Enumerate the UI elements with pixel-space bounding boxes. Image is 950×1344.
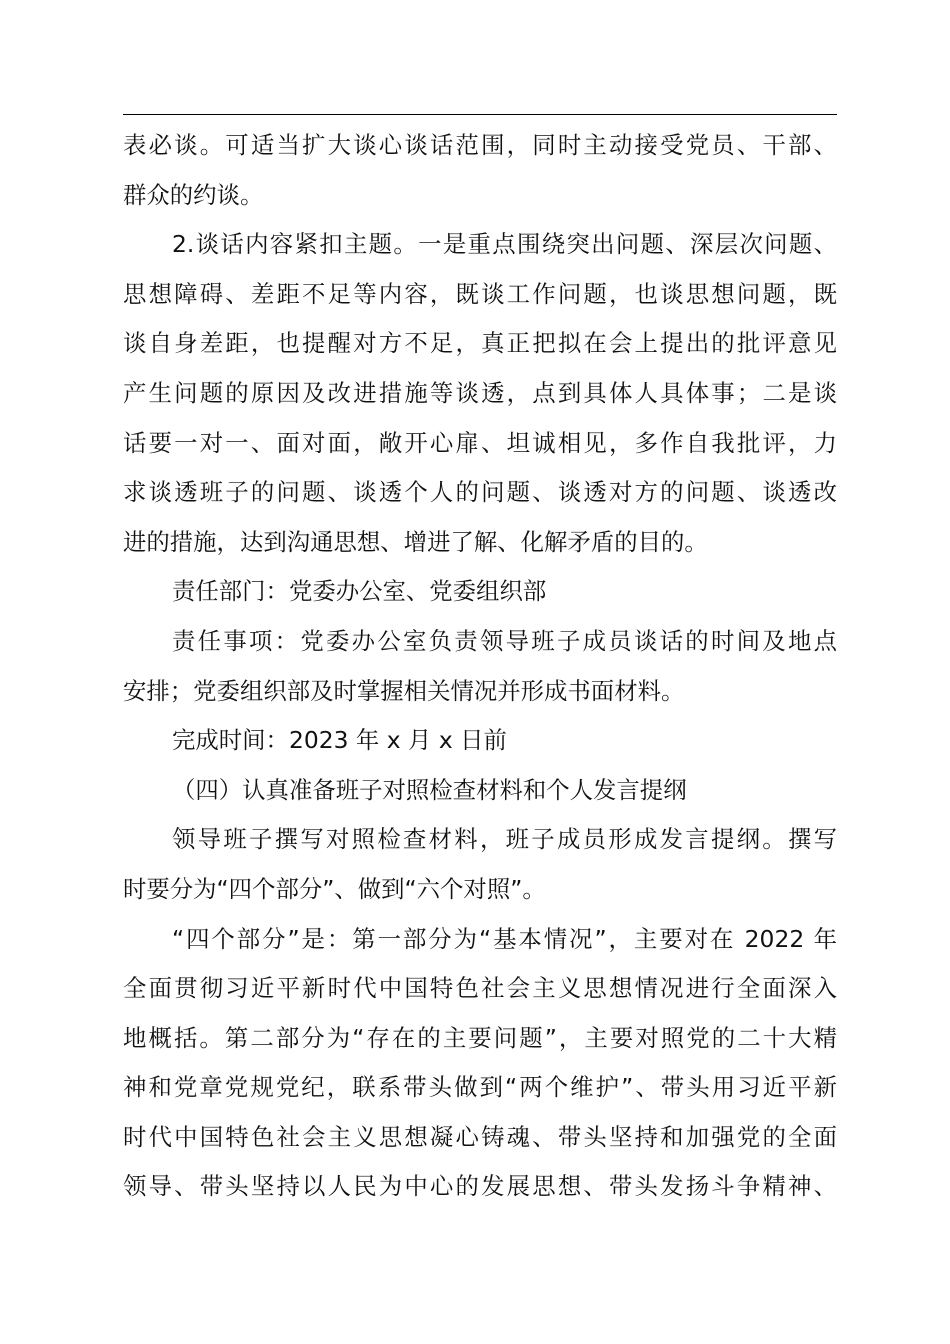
text-line-2: 群众的约谈。 bbox=[123, 180, 264, 209]
text-line-17: “四个部分”是：第一部分为“基本情况”，主要对在 2022 年 bbox=[172, 924, 837, 953]
text-line-8: 求谈透班子的问题、谈透个人的问题、谈透对方的问题、谈透改 bbox=[123, 478, 837, 507]
text-line-12: 安排；党委组织部及时掌握相关情况并形成书面材料。 bbox=[123, 676, 685, 705]
text-line-4: 思想障碍、差距不足等内容，既谈工作问题，也谈思想问题，既 bbox=[123, 279, 837, 308]
text-line-20: 神和党章党规党纪，联系带头做到“两个维护”、带头用习近平新 bbox=[123, 1073, 837, 1102]
text-line-19: 地概括。第二部分为“存在的主要问题”，主要对照党的二十大精 bbox=[123, 1023, 837, 1052]
text-line-7: 话要一对一、面对面，敞开心扉、坦诚相见，多作自我批评，力 bbox=[123, 428, 837, 457]
text-line-15: 领导班子撰写对照检查材料，班子成员形成发言提纲。撰写 bbox=[172, 825, 837, 854]
text-line-16: 时要分为“四个部分”、做到“六个对照”。 bbox=[123, 874, 546, 903]
text-line-1: 表必谈。可适当扩大谈心谈话范围，同时主动接受党员、干部、 bbox=[123, 131, 837, 159]
text-line-18: 全面贯彻习近平新时代中国特色社会主义思想情况进行全面深入 bbox=[123, 974, 837, 1003]
text-line-6: 产生问题的原因及改进措施等谈透，点到具体人具体事；二是谈 bbox=[123, 378, 837, 407]
text-line-5: 谈自身差距，也提醒对方不足，真正把拟在会上提出的批评意见 bbox=[123, 329, 837, 358]
text-line-9: 进的措施，达到沟通思想、增进了解、化解矛盾的目的。 bbox=[123, 527, 708, 556]
document-body bbox=[123, 121, 837, 1212]
text-line-10: 责任部门：党委办公室、党委组织部 bbox=[172, 577, 547, 606]
text-line-3: 2.谈话内容紧扣主题。一是重点围绕突出问题、深层次问题、 bbox=[172, 230, 837, 259]
text-line-13: 完成时间：2023 年 x 月 x 日前 bbox=[172, 726, 507, 755]
header-rule bbox=[123, 114, 837, 115]
section-heading: （四）认真准备班子对照检查材料和个人发言提纲 bbox=[172, 775, 687, 804]
text-line-21: 时代中国特色社会主义思想凝心铸魂、带头坚持和加强党的全面 bbox=[123, 1122, 837, 1151]
text-line-11: 责任事项：党委办公室负责领导班子成员谈话的时间及地点 bbox=[172, 626, 837, 655]
text-line-22: 领导、带头坚持以人民为中心的发展思想、带头发扬斗争精神、 bbox=[123, 1172, 837, 1201]
